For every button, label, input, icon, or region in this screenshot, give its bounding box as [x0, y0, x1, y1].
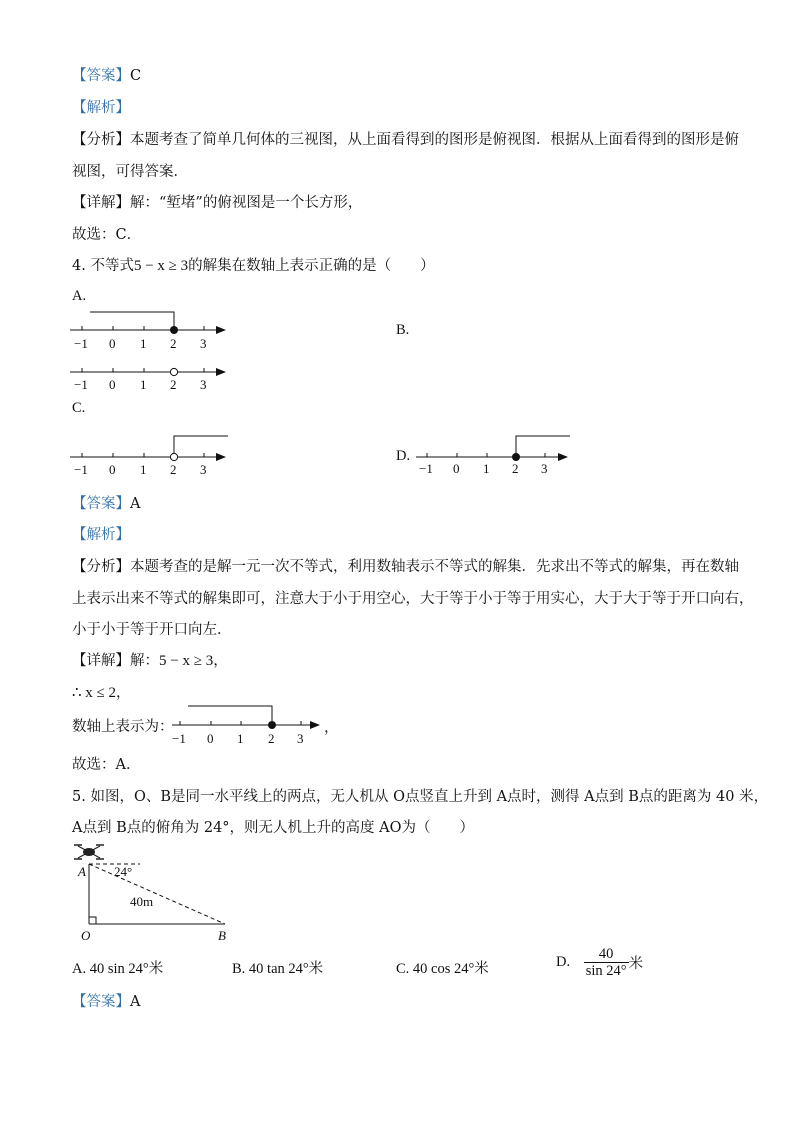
option-d-fraction	[584, 946, 629, 979]
tick-label: 1	[237, 731, 244, 746]
fraction-denominator: sin 24°	[585, 963, 627, 979]
drone-icon	[74, 845, 104, 859]
tick-label: 3	[541, 461, 548, 476]
q4-stem-suffix: 的解集在数轴上表示正确的是（ ）	[188, 258, 435, 274]
q4-opt-d-label: D.	[396, 448, 411, 464]
tick-label: 1	[140, 336, 147, 351]
q5-option-a: A. 40 sin 24°米	[72, 961, 164, 977]
detail-prefix: 解：	[130, 653, 159, 669]
q4-fenxi-line3: 小于小于等于开口向左．	[72, 622, 232, 638]
label-o: O	[81, 928, 91, 943]
detail-math: 5 − x ≥ 3	[159, 653, 214, 669]
label-angle: 24°	[114, 864, 133, 879]
answer-tag: 【答案】	[72, 496, 130, 512]
q4-fenxi-line1	[72, 557, 739, 577]
numberline-option-b	[64, 358, 244, 392]
q4-opt-a-label: A.	[72, 288, 87, 304]
q4-stem-math: 5 − x ≥ 3	[133, 258, 189, 274]
label-a: A	[78, 864, 86, 879]
tick-label: 2	[170, 377, 177, 392]
tick-label: −1	[74, 377, 88, 392]
therefore-math: ∴ x ≤ 2	[72, 685, 117, 701]
tick-label: 3	[200, 377, 207, 392]
q5-option-d	[556, 946, 643, 979]
label-distance: 40m	[130, 894, 154, 909]
q3-fenxi-line2: 视图，可得答案．	[72, 164, 188, 180]
analysis-tag: 【解析】	[72, 527, 130, 543]
tick-label: 2	[268, 731, 275, 746]
q3-fenxi-line1	[72, 130, 739, 150]
tick-label: 2	[170, 462, 177, 476]
fenxi-tag: 【分析】	[72, 559, 130, 575]
q3-answer-line	[72, 66, 141, 86]
q5-stem-line2: A点到 B点的俯角为 24°，则无人机上升的高度 AO为（ ）	[72, 820, 475, 836]
q5-option-c: C. 40 cos 24°米	[396, 961, 489, 977]
q4-answer-line	[72, 494, 140, 514]
q5-stem-line1: 5. 如图，O、B是同一水平线上的两点，无人机从 O点竖直上升到 A点时，测得 A点到 B点的距离为 40 米，	[72, 789, 769, 805]
q5-answer-line	[72, 992, 140, 1012]
tick-label: 0	[207, 731, 214, 746]
q3-detail-line	[72, 193, 362, 213]
q4-opt-b-label: B.	[396, 322, 410, 338]
tick-label: 3	[200, 462, 207, 476]
q3-analysis-heading	[72, 98, 130, 118]
therefore-suffix: ，	[116, 685, 131, 701]
q4-detail-line	[72, 651, 228, 671]
tick-label: 0	[109, 462, 116, 476]
answer-value: A	[130, 496, 141, 512]
option-d-unit: 米	[628, 956, 644, 972]
q4-stem	[72, 256, 435, 276]
answer-value: C	[130, 68, 142, 84]
tick-label: −1	[419, 461, 433, 476]
fenxi-tag: 【分析】	[72, 132, 130, 148]
fenxi-text: 本题考查的是解一元一次不等式，利用数轴表示不等式的解集．先求出不等式的解集，再在数轴	[130, 559, 739, 575]
tick-label: −1	[74, 462, 88, 476]
option-d-label: D.	[556, 954, 571, 970]
q5-option-b: B. 40 tan 24°米	[232, 961, 324, 977]
q4-therefore-line	[72, 683, 131, 703]
label-b: B	[218, 928, 226, 943]
tick-label: 3	[297, 731, 304, 746]
numberline-option-a	[64, 306, 244, 354]
numberline-solution	[166, 700, 346, 746]
tick-label: 1	[140, 377, 147, 392]
answer-tag: 【答案】	[72, 68, 130, 84]
fenxi-text: 本题考查了简单几何体的三视图，从上面看得到的图形是俯视图．根据从上面看得到的图形是俯	[130, 132, 739, 148]
q4-numberline-label: 数轴上表示为：	[72, 719, 174, 735]
tick-label: 3	[200, 336, 207, 351]
q4-fenxi-line2: 上表示出来不等式的解集即可，注意大于小于用空心，大于等于小于等于用实心，大于大于等于开口向右，	[72, 591, 754, 607]
analysis-tag: 【解析】	[72, 100, 130, 116]
detail-tag: 【详解】	[72, 195, 130, 211]
q4-stem-prefix: 4. 不等式	[72, 258, 134, 274]
tick-label: 2	[170, 336, 177, 351]
detail-suffix: ，	[213, 653, 228, 669]
tick-label: −1	[172, 731, 186, 746]
drone-triangle-figure	[70, 838, 250, 946]
detail-tag: 【详解】	[72, 653, 130, 669]
tick-label: 0	[453, 461, 460, 476]
tick-label: 2	[512, 461, 519, 476]
fraction-numerator: 40	[584, 946, 629, 963]
answer-tag: 【答案】	[72, 994, 130, 1010]
q4-analysis-heading	[72, 525, 130, 545]
tick-label: 0	[109, 336, 116, 351]
q4-opt-c-label: C.	[72, 400, 86, 416]
q3-choose-line: 故选：C．	[72, 227, 142, 243]
q4-choose-line: 故选：A．	[72, 757, 141, 773]
q4-numberline-suffix: ，	[324, 720, 339, 736]
tick-label: 0	[109, 377, 116, 392]
detail-text: 解：“堑堵”的俯视图是一个长方形，	[130, 195, 363, 211]
tick-label: 1	[140, 462, 147, 476]
tick-label: −1	[74, 336, 88, 351]
numberline-option-d	[410, 430, 585, 476]
answer-value: A	[130, 994, 141, 1010]
tick-label: 1	[483, 461, 490, 476]
numberline-option-c	[64, 430, 244, 476]
